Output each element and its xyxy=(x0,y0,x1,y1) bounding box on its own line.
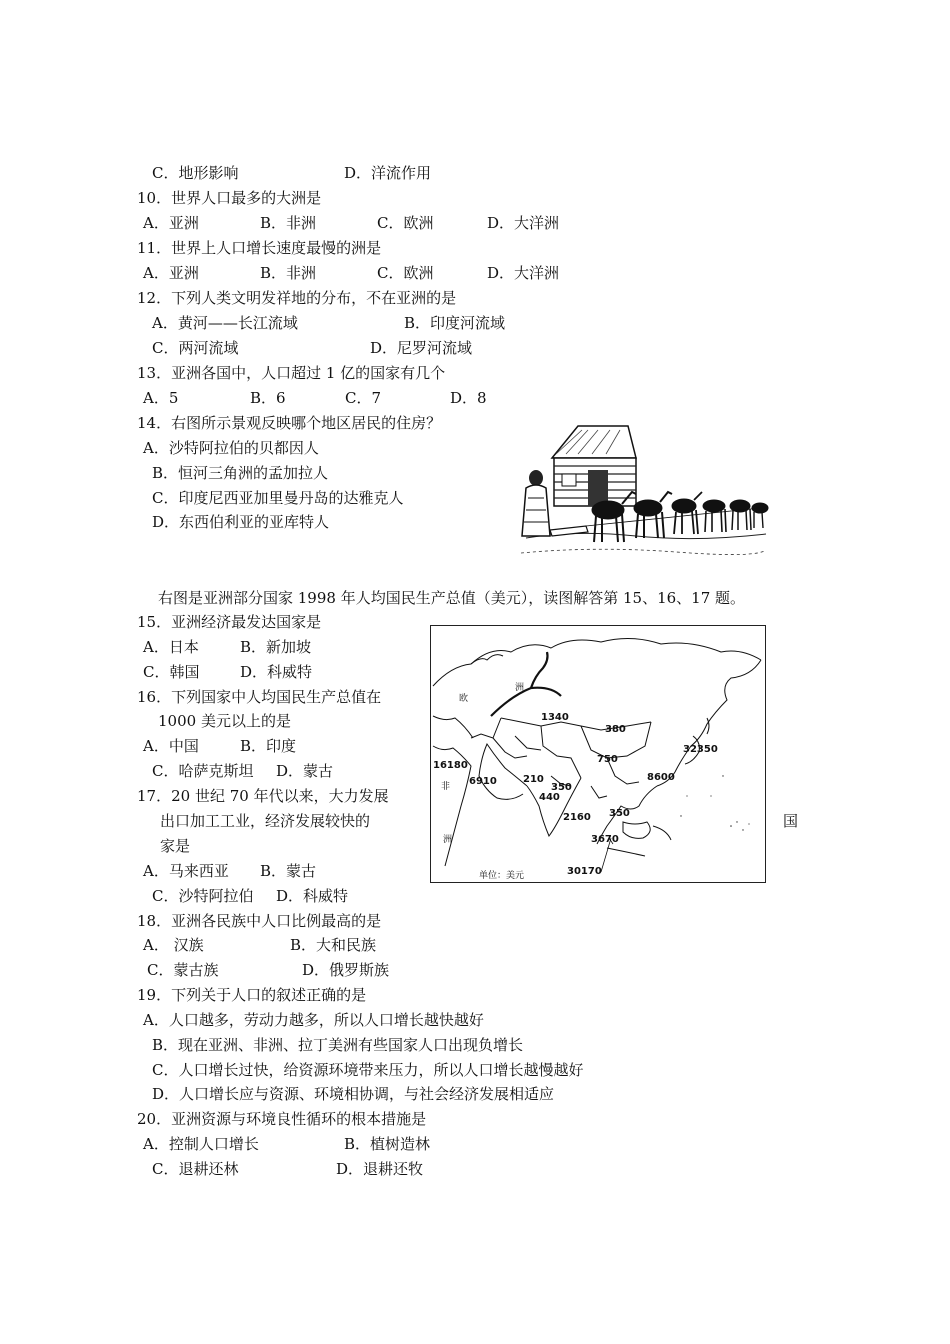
q11-stem: 11．世界上人口增长速度最慢的洲是 xyxy=(137,239,382,257)
q14-option-c: C．印度尼西亚加里曼丹岛的达雅克人 xyxy=(152,489,404,507)
q17-option-c: C．沙特阿拉伯 xyxy=(152,887,254,905)
map-value-china: 750 xyxy=(597,754,618,765)
q17-option-a: A．马来西亚 xyxy=(143,862,229,880)
q12-option-b: B．印度河流域 xyxy=(404,314,506,332)
q11-option-d: D．大洋洲 xyxy=(487,264,560,282)
q9-option-d: D．洋流作用 xyxy=(344,164,432,182)
q19-option-b: B．现在亚洲、非洲、拉丁美洲有些国家人口出现负增长 xyxy=(152,1036,524,1054)
q10-option-d: D．大洋洲 xyxy=(487,214,560,232)
q12-option-a: A．黄河——长江流域 xyxy=(152,314,298,332)
q19-option-c: C．人口增长过快，给资源环境带来压力，所以人口增长越慢越好 xyxy=(152,1061,584,1079)
map-value-korea: 8600 xyxy=(647,772,675,783)
map-value-bangladesh: 350 xyxy=(551,782,572,793)
q12-stem: 12．下列人类文明发祥地的分布，不在亚洲的是 xyxy=(137,289,457,307)
q13-option-a: A．5 xyxy=(143,389,179,407)
map-label-europe-1: 欧 xyxy=(459,694,469,704)
q10-option-c: C．欧洲 xyxy=(377,214,434,232)
map-value-singapore: 30170 xyxy=(567,866,602,877)
q11-option-b: B．非洲 xyxy=(260,264,317,282)
q14-stem: 14．右图所示景观反映哪个地区居民的住房？ xyxy=(137,414,442,432)
q17-stem-line2-end: 国 xyxy=(783,812,799,830)
q17-stem-line3: 家是 xyxy=(160,837,191,855)
q17-option-d: D．科威特 xyxy=(276,887,349,905)
q9-option-c: C．地形影响 xyxy=(152,164,239,182)
q17-stem-line2: 出口加工工业，经济发展较快的 xyxy=(160,812,371,830)
q16-option-b: B．印度 xyxy=(240,737,297,755)
q20-option-d: D．退耕还牧 xyxy=(336,1160,424,1178)
map-value-saudi-arabia: 6910 xyxy=(469,776,497,787)
q16-option-c: C．哈萨克斯坦 xyxy=(152,762,254,780)
map-label-africa-1: 非 xyxy=(441,782,451,792)
map-value-nepal: 210 xyxy=(523,774,544,785)
q19-stem: 19．下列关于人口的叙述正确的是 xyxy=(137,986,367,1004)
q17-option-b: B．蒙古 xyxy=(260,862,317,880)
q20-option-c: C．退耕还林 xyxy=(152,1160,239,1178)
q19-option-d: D．人口增长应与资源、环境相协调，与社会经济发展相适应 xyxy=(152,1085,555,1103)
q16-option-a: A．中国 xyxy=(143,737,199,755)
map-value-india: 440 xyxy=(539,792,560,803)
q18-option-a: A． 汉族 xyxy=(143,936,204,954)
q20-option-b: B．植树造林 xyxy=(344,1135,431,1153)
q14-option-a: A．沙特阿拉伯的贝都因人 xyxy=(143,439,319,457)
yakut-dwelling-illustration xyxy=(516,418,770,570)
map-value-mongolia: 380 xyxy=(605,724,626,735)
q12-option-c: C．两河流域 xyxy=(152,339,239,357)
q19-option-a: A．人口越多，劳动力越多，所以人口增长越快越好 xyxy=(143,1011,484,1029)
q13-option-c: C．7 xyxy=(345,389,382,407)
map-label-africa-2: 洲 xyxy=(443,835,453,845)
q15-option-b: B．新加坡 xyxy=(240,638,312,656)
q18-option-b: B．大和民族 xyxy=(290,936,377,954)
q15-option-c: C．韩国 xyxy=(143,663,200,681)
map-value-japan: 32350 xyxy=(683,744,718,755)
q10-option-a: A．亚洲 xyxy=(143,214,199,232)
map-value-kazakhstan: 1340 xyxy=(541,712,569,723)
map-value-kuwait: 16180 xyxy=(433,760,468,771)
q16-stem-line1: 16．下列国家中人均国民生产总值在 xyxy=(137,688,382,706)
q14-option-b: B．恒河三角洲的孟加拉人 xyxy=(152,464,329,482)
q16-option-d: D．蒙古 xyxy=(276,762,334,780)
q10-option-b: B．非洲 xyxy=(260,214,317,232)
q13-option-d: D．8 xyxy=(450,389,487,407)
q18-option-d: D．俄罗斯族 xyxy=(302,961,390,979)
q13-option-b: B．6 xyxy=(250,389,286,407)
q16-stem-line2: 1000 美元以上的是 xyxy=(158,712,291,730)
map-value-thailand: 2160 xyxy=(563,812,591,823)
q15-option-d: D．科威特 xyxy=(240,663,313,681)
map-unit: 单位：美元 xyxy=(479,871,525,881)
q13-stem: 13．亚洲各国中，人口超过 1 亿的国家有几个 xyxy=(137,364,446,382)
q20-stem: 20．亚洲资源与环境良性循环的根本措施是 xyxy=(137,1110,427,1128)
q15-option-a: A．日本 xyxy=(143,638,199,656)
asia-gnp-map xyxy=(430,625,766,883)
map-value-vietnam: 350 xyxy=(609,808,630,819)
q12-option-d: D．尼罗河流域 xyxy=(370,339,473,357)
map-label-europe-2: 洲 xyxy=(515,683,525,693)
map-value-malaysia: 3670 xyxy=(591,834,619,845)
q18-option-c: C．蒙古族 xyxy=(147,961,219,979)
q18-stem: 18．亚洲各民族中人口比例最高的是 xyxy=(137,912,382,930)
q11-option-c: C．欧洲 xyxy=(377,264,434,282)
intro-15-17: 右图是亚洲部分国家 1998 年人均国民生产总值（美元），读图解答第 15、16、17 题。 xyxy=(158,589,746,607)
q14-option-d: D．东西伯利亚的亚库特人 xyxy=(152,513,330,531)
q11-option-a: A．亚洲 xyxy=(143,264,199,282)
q17-stem-line1: 17．20 世纪 70 年代以来，大力发展 xyxy=(137,787,389,805)
q15-stem: 15．亚洲经济最发达国家是 xyxy=(137,613,322,631)
q20-option-a: A．控制人口增长 xyxy=(143,1135,259,1153)
q10-stem: 10．世界人口最多的大洲是 xyxy=(137,189,322,207)
